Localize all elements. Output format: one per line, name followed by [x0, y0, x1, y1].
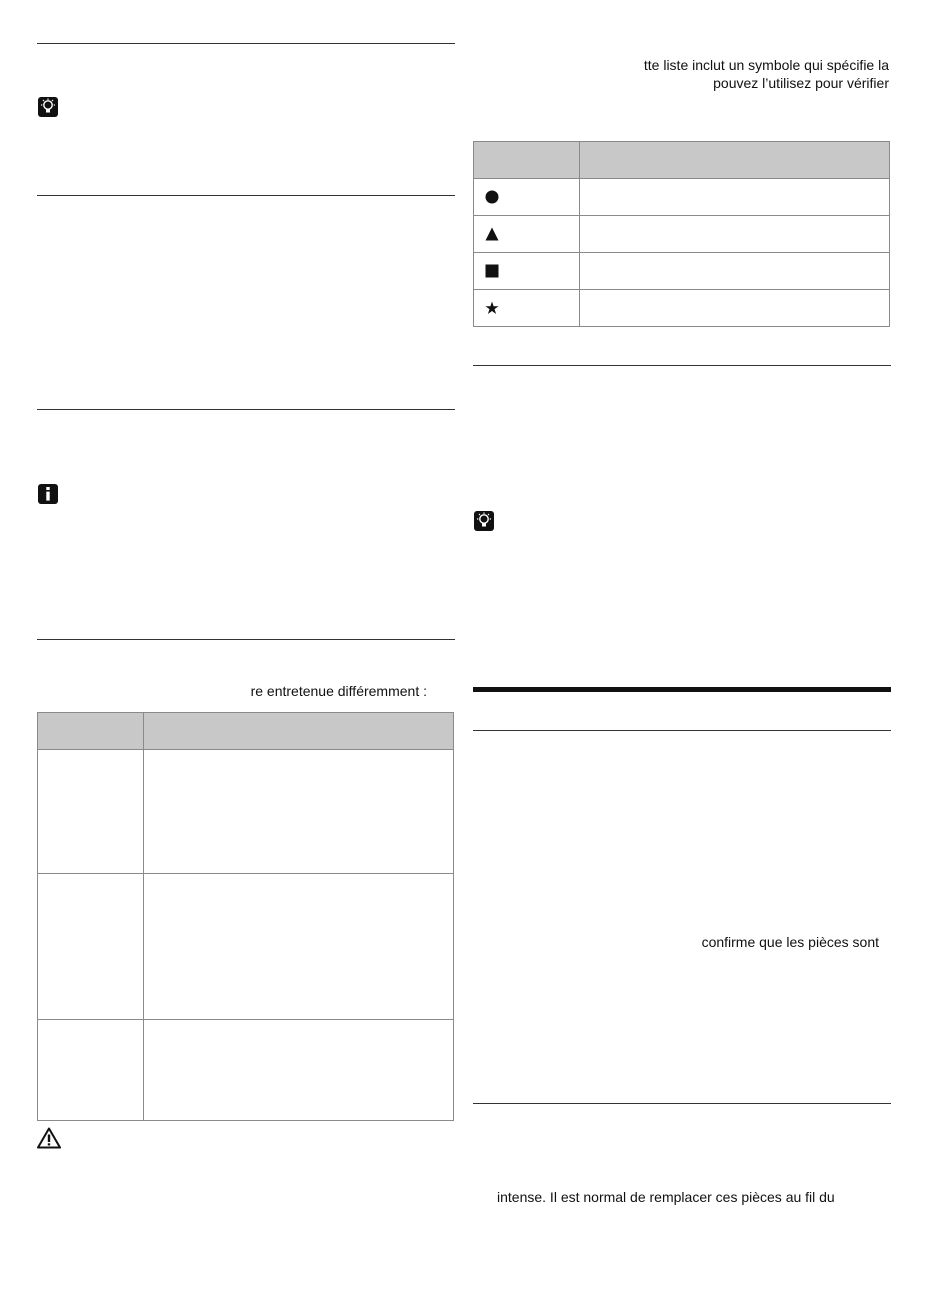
table-cell — [580, 179, 890, 216]
table-row — [38, 874, 454, 1020]
symbol-cell — [474, 216, 580, 253]
section-divider — [37, 195, 455, 196]
table-cell — [38, 1020, 144, 1121]
section-divider — [473, 1103, 891, 1104]
table-row — [474, 216, 890, 253]
table-row — [38, 750, 454, 874]
table-cell — [580, 216, 890, 253]
table-header-cell — [580, 142, 890, 179]
triangle-symbol-icon — [485, 227, 499, 241]
chapter-divider — [473, 687, 891, 692]
care-intro-text: re entretenue différemment : — [250, 683, 427, 699]
table-header-cell — [144, 713, 454, 750]
symbol-cell — [474, 290, 580, 327]
star-symbol-icon — [485, 301, 499, 315]
lightbulb-tip-icon — [37, 96, 59, 118]
intense-text: intense. Il est normal de remplacer ces pièces au fil du — [497, 1189, 835, 1205]
symbol-table — [473, 141, 890, 327]
care-table — [37, 712, 454, 1121]
symbol-cell — [474, 179, 580, 216]
circle-symbol-icon — [485, 190, 499, 204]
table-row — [474, 290, 890, 327]
warning-triangle-icon — [37, 1127, 61, 1149]
confirm-text: confirme que les pièces sont — [701, 934, 879, 950]
table-cell — [144, 1020, 454, 1121]
table-cell — [38, 750, 144, 874]
symbol-cell — [474, 253, 580, 290]
section-divider — [37, 43, 455, 44]
section-divider — [473, 365, 891, 366]
table-row — [474, 179, 890, 216]
symbol-intro-line-1: tte liste inclut un symbole qui spécifie la — [643, 57, 889, 73]
table-cell — [144, 874, 454, 1020]
lightbulb-tip-icon — [473, 510, 495, 532]
symbol-intro-line-2: pouvez l’utilisez pour vérifier — [713, 75, 889, 91]
table-cell — [144, 750, 454, 874]
table-header-row — [474, 142, 890, 179]
section-divider — [37, 639, 455, 640]
table-cell — [38, 874, 144, 1020]
table-header-cell — [38, 713, 144, 750]
table-row — [474, 253, 890, 290]
table-cell — [580, 253, 890, 290]
table-header-row — [38, 713, 454, 750]
table-row — [38, 1020, 454, 1121]
table-header-cell — [474, 142, 580, 179]
section-divider — [37, 409, 455, 410]
info-icon — [37, 483, 59, 505]
table-cell — [580, 290, 890, 327]
section-divider — [473, 730, 891, 731]
square-symbol-icon — [485, 264, 499, 278]
